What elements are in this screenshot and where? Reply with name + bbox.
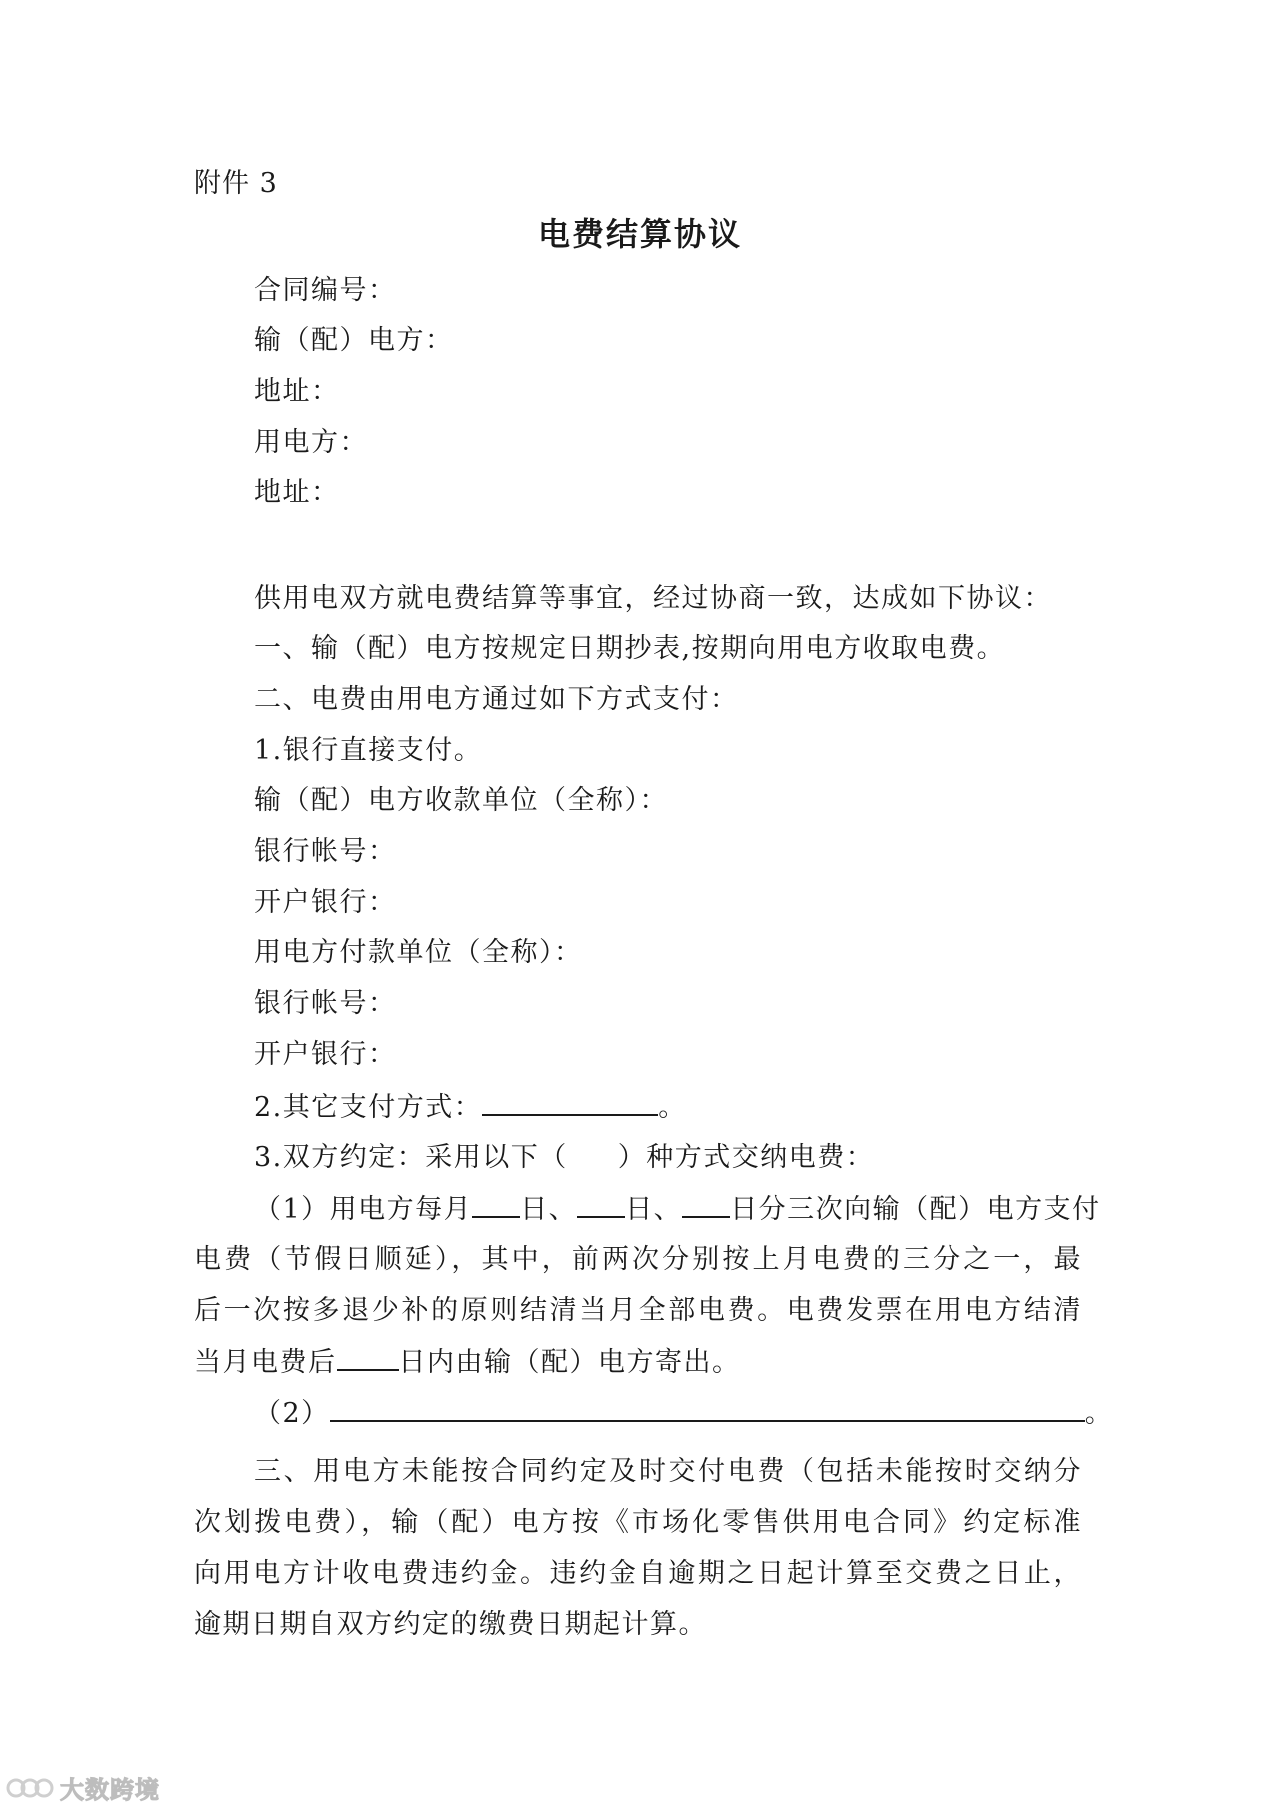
payment-method-1: 1.银行直接支付。: [254, 735, 483, 766]
watermark-text: 大数跨境: [60, 1776, 160, 1804]
option-2-end: 。: [1084, 1398, 1114, 1429]
annex-label: 附件 3: [194, 168, 278, 199]
day-blank-3: [682, 1190, 730, 1218]
payment-method-2-label: 2.其它支付方式：: [254, 1092, 483, 1123]
option-1-line-2: 电费（节假日顺延），其中，前两次分别按上月电费的三分之一，最: [194, 1244, 1082, 1275]
clause-3-line-2: 次划拨电费），输（配）电方按《市场化零售供用电合同》约定标准: [194, 1507, 1082, 1538]
payment-method-3-end: ）种方式交纳电费：: [617, 1142, 875, 1173]
payment-method-3: [254, 1139, 874, 1177]
option-1-invoice-prefix: 当月电费后: [194, 1347, 337, 1378]
payment-method-2-end: 。: [658, 1092, 687, 1123]
option-1-line-3: 后一次按多退少补的原则结清当月全部电费。电费发票在用电方结清: [194, 1295, 1082, 1326]
clause-3-line-4: 逾期日期自双方约定的缴费日期起计算。: [194, 1609, 707, 1640]
option-2-prefix: （2）: [254, 1398, 330, 1429]
option-1-suffix: 日分三次向输（配）电方支付: [730, 1194, 1101, 1225]
supplier-address-field: 地址：: [254, 376, 340, 407]
payee-account-field: 银行帐号：: [254, 836, 397, 867]
invoice-days-blank: [337, 1343, 399, 1371]
day-blank-2: [577, 1190, 625, 1218]
watermark: [6, 1770, 160, 1805]
payment-method-3-label: 3.双方约定：采用以下（: [254, 1142, 568, 1173]
option-1-sep-1: 日、: [520, 1194, 578, 1225]
intro-paragraph: 供用电双方就电费结算等事宜，经过协商一致，达成如下协议：: [254, 583, 1052, 614]
payee-bank-field: 开户银行：: [254, 887, 397, 918]
option-1-line-1: [254, 1190, 1101, 1229]
clause-1: 一、输（配）电方按规定日期抄表,按期向用电方收取电费。: [254, 633, 1006, 664]
contract-number-field: 合同编号：: [254, 275, 397, 306]
payment-method-2: [254, 1088, 687, 1127]
option-2: [254, 1394, 1113, 1433]
watermark-logo-icon: [6, 1774, 54, 1802]
clause-3-line-1: 三、用电方未能按合同约定及时交付电费（包括未能按时交纳分: [254, 1456, 1082, 1487]
option-1-invoice-suffix: 日内由输（配）电方寄出。: [398, 1347, 741, 1378]
option-2-blank: [330, 1394, 1085, 1422]
document-title: 电费结算协议: [537, 215, 742, 253]
day-blank-1: [472, 1190, 520, 1218]
payer-account-field: 银行帐号：: [254, 988, 397, 1019]
option-1-prefix: （1）用电方每月: [254, 1194, 473, 1225]
consumer-address-field: 地址：: [254, 477, 340, 508]
payer-bank-field: 开户银行：: [254, 1039, 397, 1070]
payer-unit-field: 用电方付款单位（全称）：: [254, 937, 583, 968]
consumer-party-field: 用电方：: [254, 427, 368, 458]
other-method-blank: [482, 1088, 658, 1116]
clause-3-line-3: 向用电方计收电费违约金。违约金自逾期之日起计算至交费之日止，: [194, 1558, 1082, 1589]
option-1-sep-2: 日、: [625, 1194, 683, 1225]
option-1-line-4: [194, 1343, 741, 1382]
payee-unit-field: 输（配）电方收款单位（全称）：: [254, 785, 668, 816]
supplier-party-field: 输（配）电方：: [254, 325, 454, 356]
clause-2: 二、电费由用电方通过如下方式支付：: [254, 684, 739, 715]
